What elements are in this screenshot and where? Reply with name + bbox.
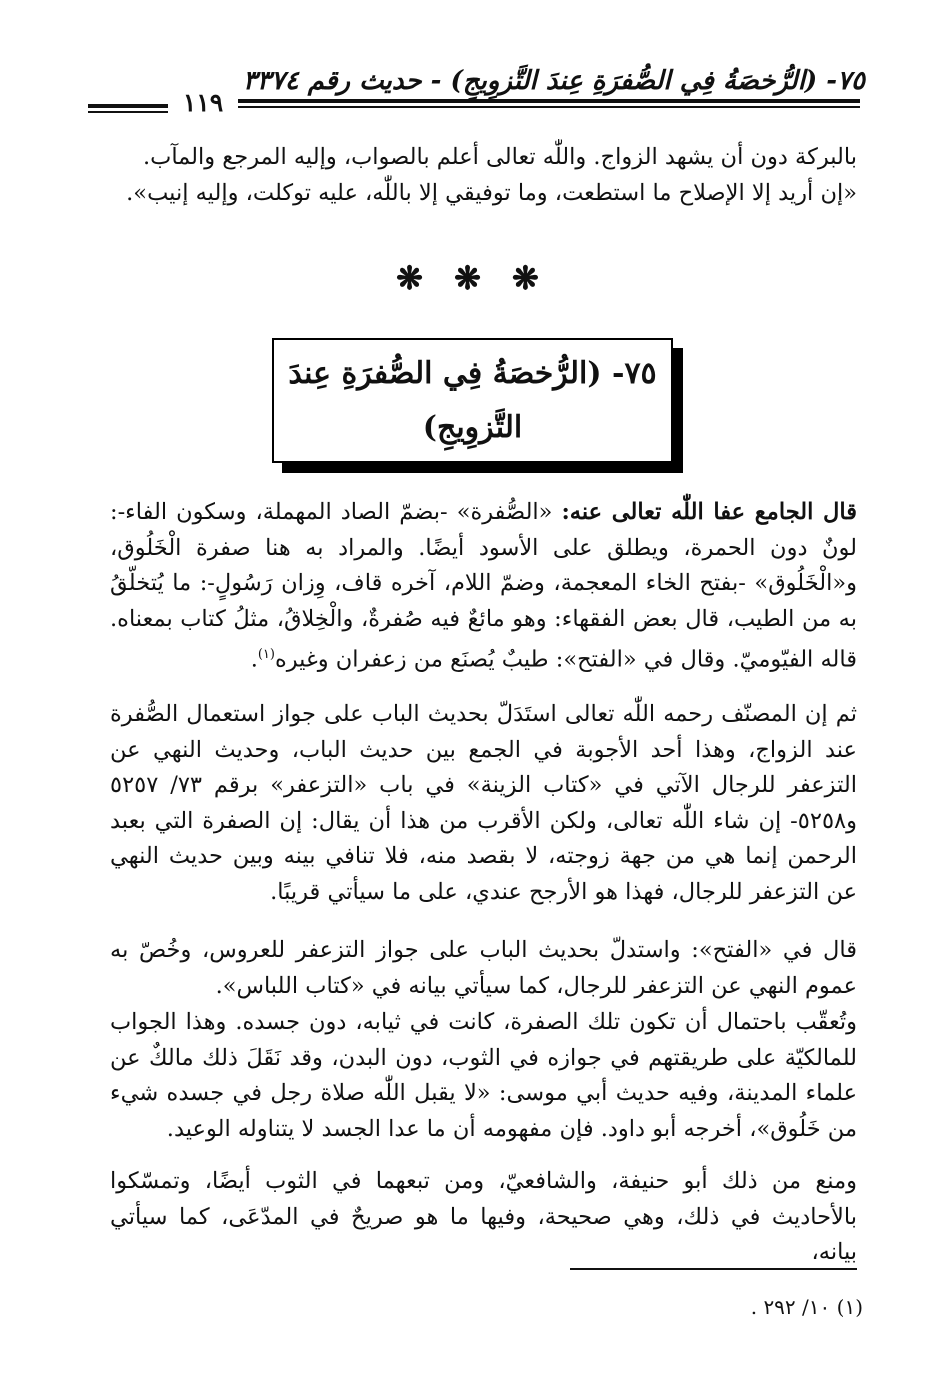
footnote-rule	[570, 1268, 857, 1270]
chapter-title-box	[272, 338, 673, 463]
running-title: ٧٥- (الرُّخصَةُ فِي الصُّفرَةِ عِندَ التَّزوِيجِ) - حديث رقم ٣٣٧٤	[242, 66, 865, 96]
chapter-title-line-1: ٧٥- (الرُّخصَةُ فِي الصُّفرَةِ عِندَ	[288, 355, 657, 391]
header-rule-right	[238, 99, 860, 103]
definition-text: «الصُّفرة» -بضمّ الصاد المهملة، وسكون الفاء-: لونٌ دون الحمرة، ويطلق على الأسود أيضًا. والمراد به هنا صفرة الْخَلُوق، و«الْخَلُوق» -بفتح الخاء المعجمة، وضمّ اللام، آخره قاف، وِزان رَسُولٍ-: ما يُتخلّقُ به من الطيب، قال بعض الفقهاء: وهو مائعٌ فيه صُفرةٌ، والْخِلاقُ، مثلُ كتاب بمعناه. قاله الفيّوميّ. وقال في «الفتح»: طيبٌ يُصنَع من زعفران وغيره	[110, 499, 857, 673]
chapter-title-line-2: التَّزوِيجِ)	[422, 409, 523, 445]
paragraph-hanafi-shafii: ومنع من ذلك أبو حنيفة، والشافعيّ، ومن تبعهما في الثوب أيضًا، وتمسّكوا بالأحاديث في ذلك، وهي صحيحة، وفيها ما هو صريحٌ في المدّعَى، كما سيأتي بيانه،	[110, 1168, 857, 1265]
header-rule-left-under	[88, 111, 168, 113]
footnote: (١) ١٠/ ٢٩٢ .	[750, 1295, 863, 1319]
closing-verse: «إن أريد إلا الإصلاح ما استطعت، وما توفيقي إلا باللّٰه، عليه توكلت، وإليه إنيب».	[126, 180, 857, 206]
section-separator: ❋ ❋ ❋	[396, 259, 549, 297]
paragraph-maliki-response: وتُعقّب باحتمال أن تكون تلك الصفرة، كانت في ثيابه، دون جسده. وهذا الجواب للمالكيّة على طريقتهم في جوازه في الثوب، دون البدن، وقد نَقَلَ ذلك مالكٌ عن علماء المدينة، وفيه حديث أبي موسى: «لا يقبل اللّٰه صلاة رجل في جسده شيء من خَلُوق»، أخرجه أبو داود. فإن مفهومه أن ما عدا الجسد لا يتناوله الوعيد.	[110, 1009, 857, 1142]
paragraph-definition	[110, 495, 857, 678]
footnote-ref[interactable]: (١)	[257, 647, 275, 662]
compiler-lead: قال الجامع عفا اللّٰه تعالى عنه:	[561, 499, 858, 525]
paragraph-fath-quote: قال في «الفتح»: واستدلّ بحديث الباب على جواز التزعفر للعروس، وخُصّ به عموم النهي عن التزعفر للرجال، كما سيأتي بيانه في «كتاب اللباس».	[110, 937, 857, 999]
previous-chapter-closing: بالبركة دون أن يشهد الزواج. واللّٰه تعالى أعلم بالصواب، وإليه المرجع والمآب.	[142, 144, 857, 170]
header-rule-left	[88, 104, 168, 108]
definition-end: .	[250, 646, 258, 673]
paragraph-author-inference: ثم إن المصنّف رحمه اللّٰه تعالى استَدَلّ بحديث الباب على جواز استعمال الصُّفرة عند الزواج، وهذا أحد الأجوبة في الجمع بين حديث الباب، وحديث النهي عن التزعفر للرجال الآتي في «كتاب الزينة» في باب «التزعفر» برقم ٧٣/ ٥٢٥٧ و٥٢٥٨- إن شاء اللّٰه تعالى، ولكن الأقرب من هذا أن يقال: إن الصفرة التي بعبد الرحمن إنما هي من جهة زوجته، لا بقصد منه، فلا تنافي بينه وبين حديث النهي عن التزعفر للرجال، فهذا هو الأرجح عندي، على ما سيأتي قريبًا.	[110, 701, 857, 905]
page-number: ١١٩	[182, 88, 224, 117]
header-rule-right-under	[238, 106, 860, 108]
